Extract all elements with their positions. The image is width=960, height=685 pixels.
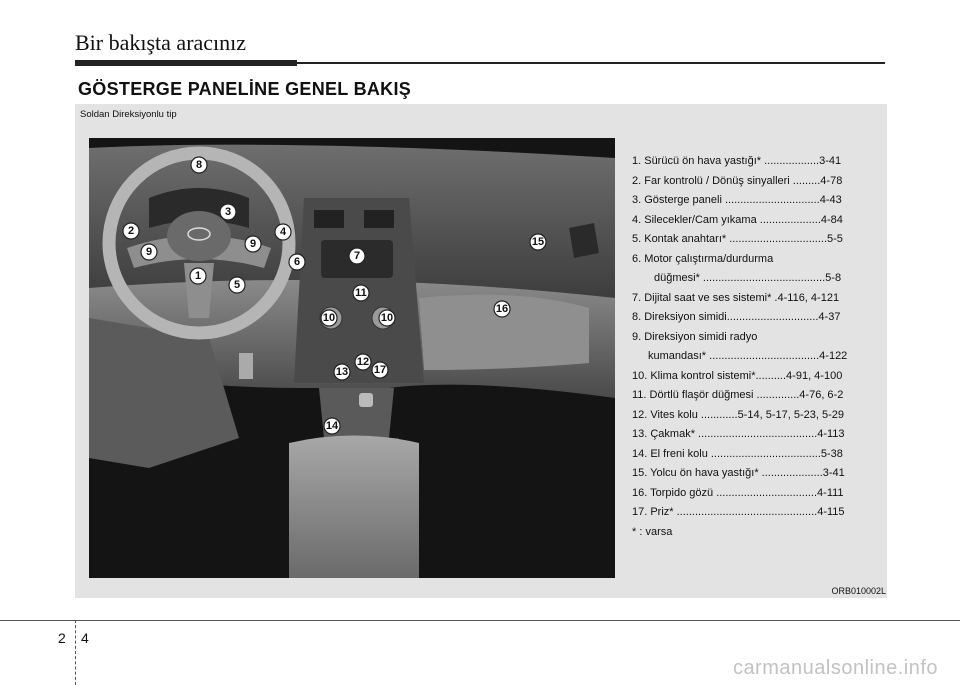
legend-item: 10. Klima kontrol sistemi*..........4-91, 4-100 bbox=[632, 369, 843, 382]
svg-text:4: 4 bbox=[279, 226, 287, 238]
legend-item: 11. Dörtlü flaşör düğmesi ..............4-76, 6-2 bbox=[632, 389, 844, 401]
callout-2 bbox=[123, 223, 139, 239]
svg-text:1: 1 bbox=[194, 270, 202, 282]
legend-item-continuation: düğmesi* ........................................5-8 bbox=[654, 272, 842, 284]
callout-10b bbox=[379, 310, 395, 326]
legend-item: 1. Sürücü ön hava yastığı* ..................3-41 bbox=[632, 155, 842, 167]
dashboard-svg bbox=[89, 138, 615, 578]
legend-item: 3. Gösterge paneli ...............................4-43 bbox=[632, 194, 842, 206]
callout-7 bbox=[349, 248, 365, 264]
svg-text:14: 14 bbox=[325, 420, 339, 432]
legend-item: 14. El freni kolu ....................................5-38 bbox=[632, 447, 843, 460]
shifter-knob-shape bbox=[359, 393, 373, 407]
callout-14 bbox=[324, 418, 340, 434]
callout-9a bbox=[141, 244, 157, 260]
svg-text:9: 9 bbox=[145, 246, 153, 258]
svg-text:5: 5 bbox=[233, 279, 241, 291]
legend-item: 6. Motor çalıştırma/durdurma bbox=[632, 252, 774, 265]
svg-text:11: 11 bbox=[355, 287, 367, 299]
callout-4 bbox=[275, 224, 291, 240]
header-title: Bir bakışta aracınız bbox=[75, 30, 247, 55]
legend-item: 9. Direksiyon simidi radyo bbox=[632, 330, 758, 343]
legend-item: 2. Far kontrolü / Dönüş sinyalleri .........4-78 bbox=[632, 174, 843, 187]
svg-text:17: 17 bbox=[373, 364, 387, 376]
callout-12 bbox=[355, 354, 371, 370]
side-vent-shape bbox=[569, 223, 599, 258]
center-vent-left bbox=[314, 210, 344, 228]
section-title: GÖSTERGE PANELİNE GENEL BAKIŞ bbox=[78, 79, 412, 99]
legend-item: 16. Torpido gözü .................................4-111 bbox=[632, 486, 844, 499]
legend-item: 5. Kontak anahtarı* ................................5-5 bbox=[632, 233, 843, 245]
svg-text:6: 6 bbox=[293, 256, 301, 268]
legend-item: 12. Vites kolu ............5-14, 5-17, 5-23, 5-29 bbox=[632, 408, 844, 421]
svg-text:13: 13 bbox=[335, 366, 349, 378]
legend-item-continuation: kumandası* ....................................4-122 bbox=[648, 350, 848, 362]
callout-8 bbox=[191, 157, 207, 173]
legend-footnote: * : varsa bbox=[632, 525, 673, 538]
pedal-shape bbox=[239, 353, 253, 379]
legend-item: 8. Direksiyon simidi..............................4-37 bbox=[632, 311, 841, 323]
footer-divider bbox=[75, 620, 76, 685]
page-number: 4 bbox=[81, 630, 89, 646]
figure-code: ORB010002L bbox=[831, 586, 886, 596]
svg-text:16: 16 bbox=[495, 303, 509, 315]
callout-11 bbox=[353, 285, 369, 301]
figure-label: Soldan Direksiyonlu tip bbox=[80, 109, 177, 120]
callout-16 bbox=[494, 301, 510, 317]
legend-item: 17. Priz* ..............................................4-115 bbox=[632, 506, 845, 518]
legend-item: 15. Yolcu ön hava yastığı* ....................3-41 bbox=[632, 467, 845, 479]
page-section: 2 bbox=[58, 630, 66, 646]
dashboard-illustration bbox=[89, 138, 615, 578]
svg-text:3: 3 bbox=[224, 206, 232, 218]
header-rule bbox=[75, 62, 885, 64]
callout-13 bbox=[334, 364, 350, 380]
svg-text:10: 10 bbox=[380, 312, 394, 324]
callout-3 bbox=[220, 204, 236, 220]
callout-15 bbox=[530, 234, 546, 250]
callout-10a bbox=[321, 310, 337, 326]
legend-item: 7. Dijital saat ve ses sistemi* .4-116, 4-121 bbox=[632, 291, 840, 304]
callout-9b bbox=[245, 236, 261, 252]
footer-rule bbox=[0, 620, 960, 621]
callout-6 bbox=[289, 254, 305, 270]
svg-text:7: 7 bbox=[353, 250, 361, 262]
callout-5 bbox=[229, 277, 245, 293]
center-vent-right bbox=[364, 210, 394, 228]
svg-text:15: 15 bbox=[531, 236, 545, 248]
watermark: carmanualsonline.info bbox=[732, 657, 938, 679]
callout-17 bbox=[372, 362, 388, 378]
armrest-shape bbox=[289, 436, 419, 579]
svg-text:8: 8 bbox=[195, 159, 203, 171]
legend-item: 4. Silecekler/Cam yıkama ....................4-84 bbox=[632, 213, 843, 226]
legend-item: 13. Çakmak* .......................................4-113 bbox=[632, 428, 845, 440]
airbag-hub-shape bbox=[167, 211, 231, 261]
svg-text:2: 2 bbox=[127, 225, 135, 237]
svg-text:12: 12 bbox=[356, 356, 370, 368]
legend-list bbox=[632, 152, 882, 542]
svg-text:10: 10 bbox=[322, 312, 336, 324]
callout-1 bbox=[190, 268, 206, 284]
svg-text:9: 9 bbox=[249, 238, 257, 250]
